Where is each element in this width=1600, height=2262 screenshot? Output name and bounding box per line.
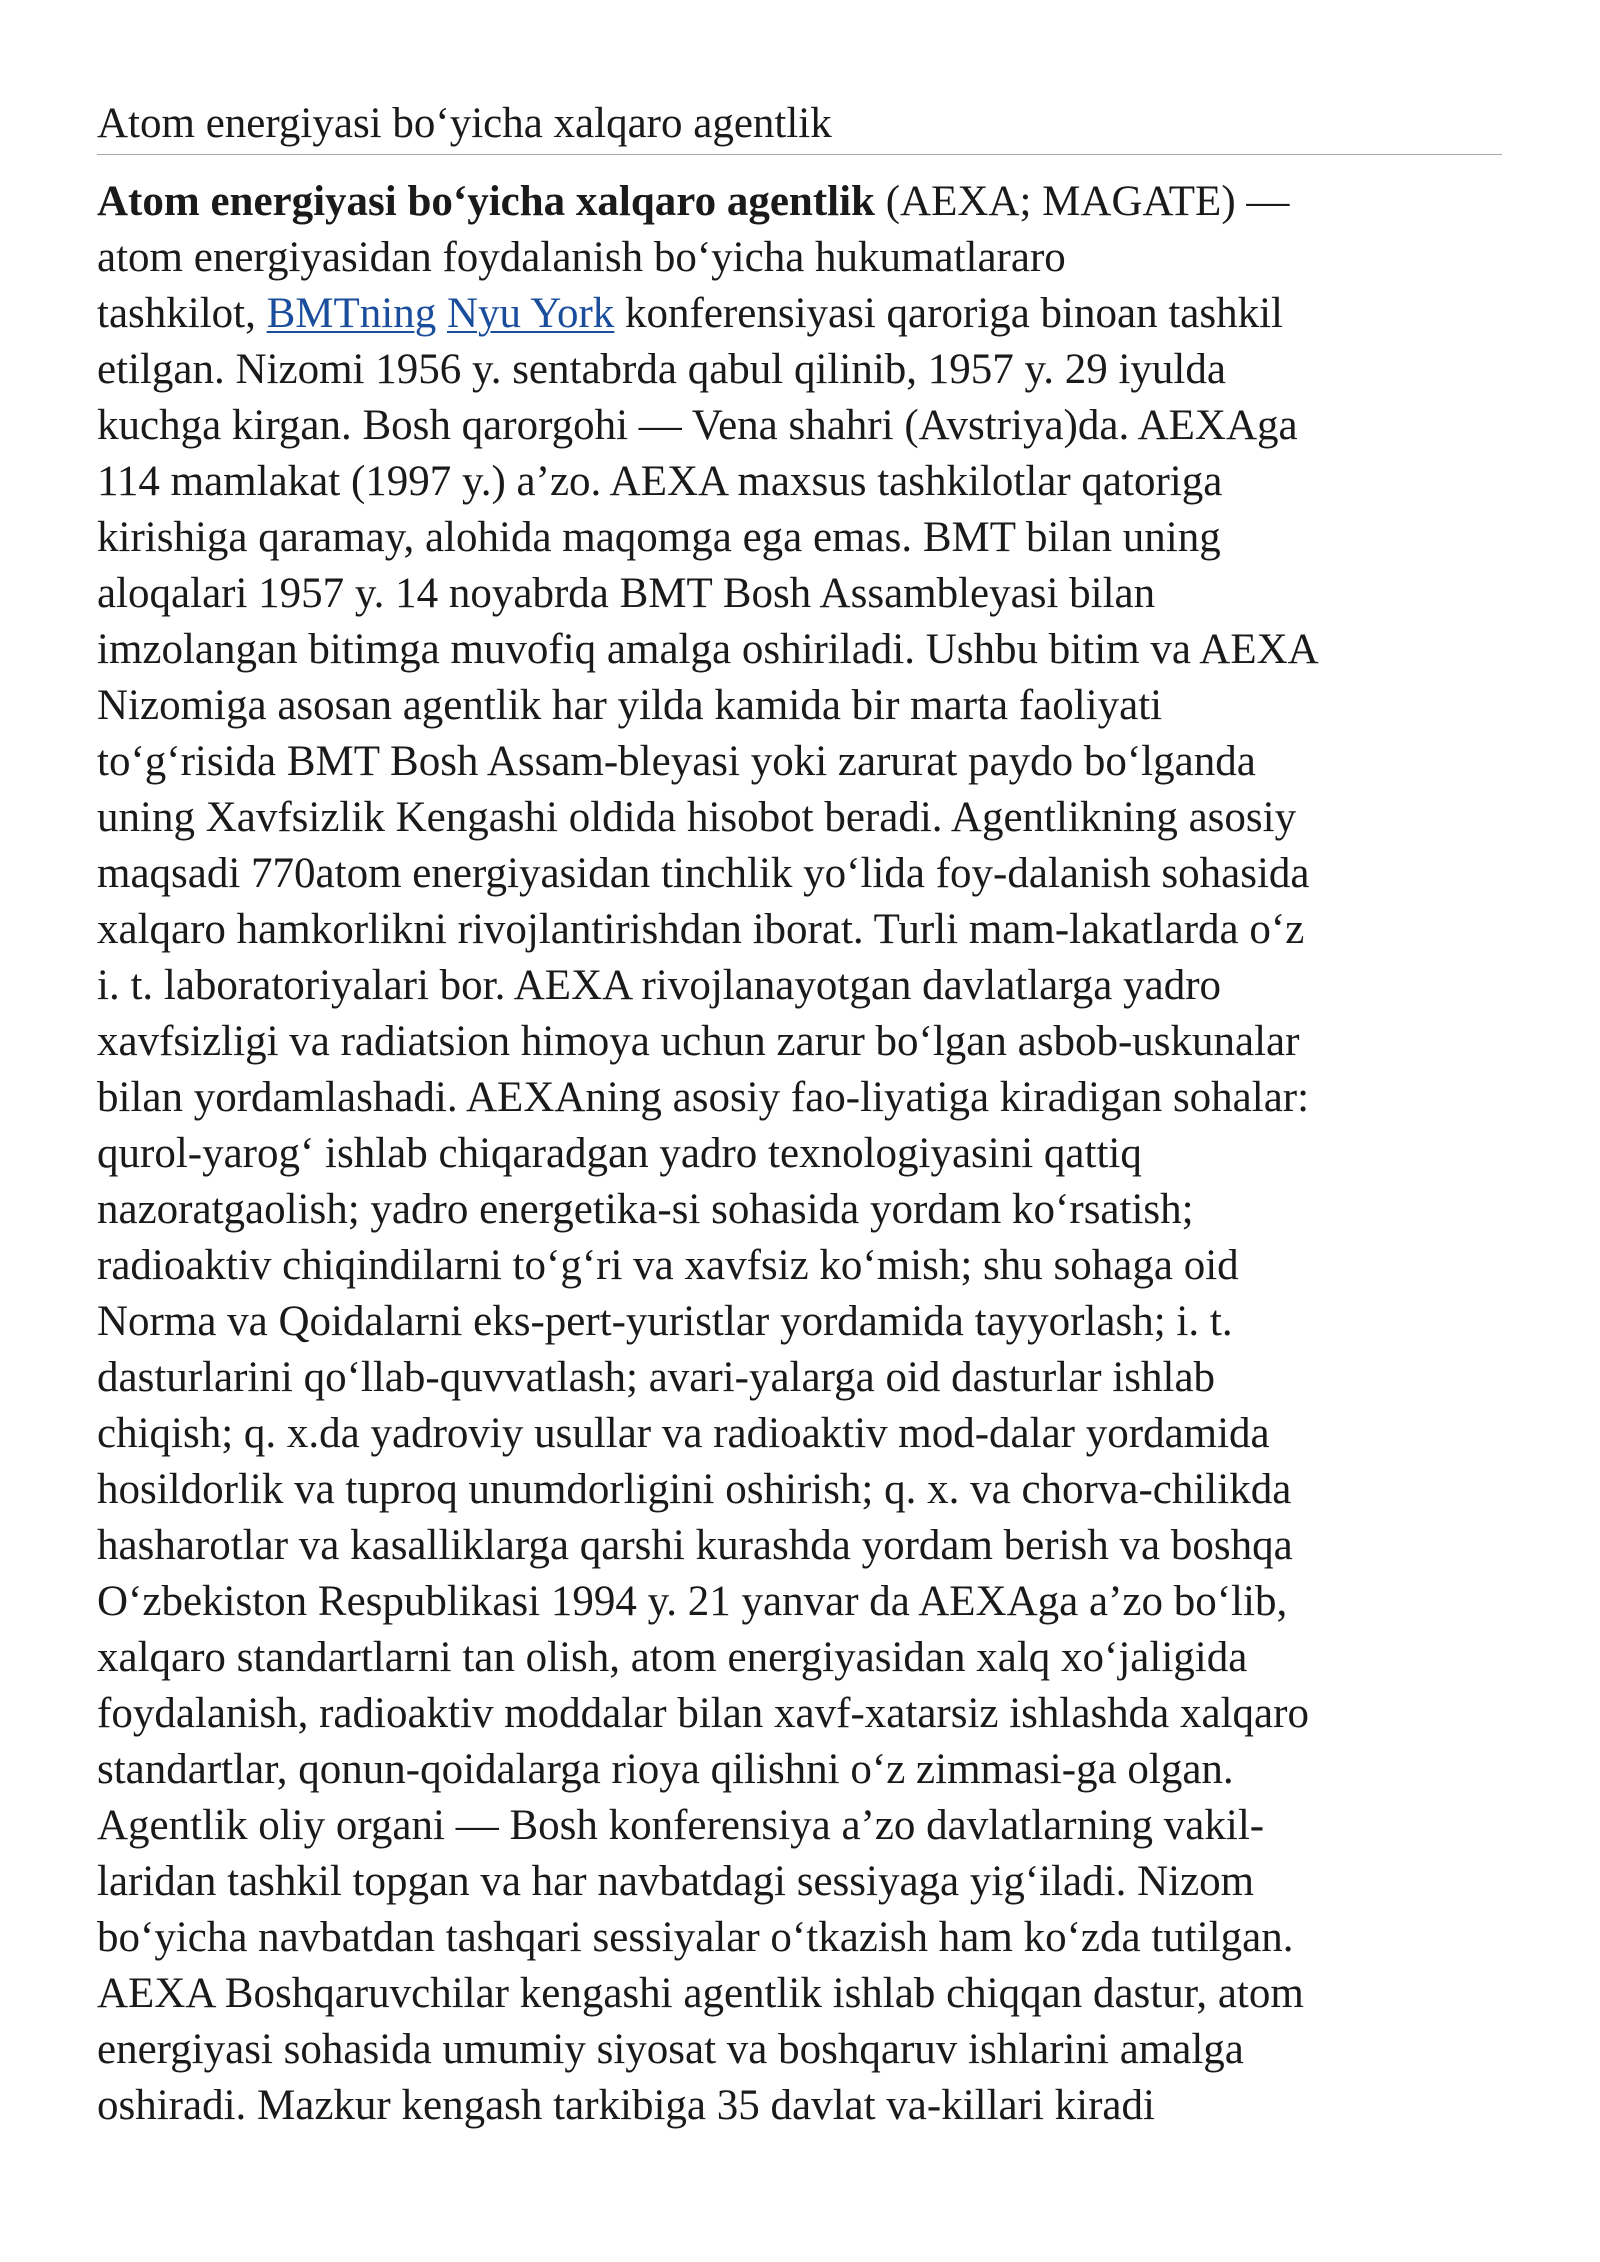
article-line: Norma va Qoidalarni eks-pert-yuristlar yordamida tayyorlash; i. t. [97, 1298, 1233, 1345]
article-line: radioaktiv chiqindilarni toʻgʻri va xavfsiz koʻmish; shu sohaga oid [97, 1242, 1239, 1289]
article-line: boʻyicha navbatdan tashqari sessiyalar oʻtkazish ham koʻzda tutilgan. [97, 1914, 1294, 1961]
article-line: toʻgʻrisida BMT Bosh Assam-bleyasi yoki zarurat paydo boʻlganda [97, 738, 1256, 785]
article-line: qurol-yarogʻ ishlab chiqaradgan yadro texnologiyasini qattiq [97, 1130, 1142, 1177]
article-line: xalqaro hamkorlikni rivojlantirishdan iborat. Turli mam-lakatlarda oʻz [97, 906, 1305, 953]
article-line: laridan tashkil topgan va har navbatdagi sessiyaga yigʻiladi. Nizom [97, 1858, 1255, 1905]
article-line: kirishiga qaramay, alohida maqomga ega emas. BMT bilan uning [97, 514, 1221, 561]
article-line: atom energiyasidan foydalanish boʻyicha hukumatlararo [97, 234, 1066, 281]
article-line: xavfsizligi va radiatsion himoya uchun zarur boʻlgan asbob-uskunalar [97, 1018, 1300, 1065]
document-page [97, 96, 1502, 2134]
article-line: Oʻzbekiston Respublikasi 1994 y. 21 yanvar da AEXAga a’zo boʻlib, [97, 1578, 1288, 1625]
article-line: hasharotlar va kasalliklarga qarshi kurashda yordam berish va boshqa [97, 1522, 1293, 1569]
article-line: foydalanish, radioaktiv moddalar bilan xavf-xatarsiz ishlashda xalqaro [97, 1690, 1309, 1737]
article-line: xalqaro standartlarni tan olish, atom energiyasidan xalq xoʻjaligida [97, 1634, 1248, 1681]
article-line: AEXA Boshqaruvchilar kengashi agentlik ishlab chiqqan dastur, atom [97, 1970, 1304, 2017]
article-line: oshiradi. Mazkur kengash tarkibiga 35 davlat va-killari kiradi [97, 2082, 1155, 2129]
article-line-with-links [97, 286, 1502, 342]
article-line: uning Xavfsizlik Kengashi oldida hisobot beradi. Agentlikning asosiy [97, 794, 1297, 841]
title-divider [97, 154, 1502, 155]
article-line: kuchga kirgan. Bosh qarorgohi — Vena shahri (Avstriya)da. AEXAga [97, 402, 1298, 449]
link-bmtning[interactable]: BMTning [266, 290, 437, 337]
article-line: aloqalari 1957 y. 14 noyabrda BMT Bosh Assambleyasi bilan [97, 570, 1156, 617]
article-body [97, 174, 1502, 2134]
article-line: dasturlarini qoʻllab-quvvatlash; avari-yalarga oid dasturlar ishlab [97, 1354, 1216, 1401]
article-line: imzolangan bitimga muvofiq amalga oshiriladi. Ushbu bitim va AEXA [97, 626, 1319, 673]
page-title: Atom energiyasi boʻyicha xalqaro agentlik [97, 100, 832, 147]
line-text: (AEXA; MAGATE) — [874, 178, 1290, 225]
article-line: 114 mamlakat (1997 y.) a’zo. AEXA maxsus tashkilotlar qatoriga [97, 458, 1223, 505]
article-line [97, 174, 1502, 230]
link-nyu-york[interactable]: Nyu York [447, 290, 615, 337]
article-line: energiyasi sohasida umumiy siyosat va boshqaruv ishlarini amalga [97, 2026, 1244, 2073]
article-line: Agentlik oliy organi — Bosh konferensiya a’zo davlatlarning vakil- [97, 1802, 1265, 1849]
lead-term: Atom energiyasi boʻyicha xalqaro agentlik [97, 178, 875, 225]
article-line: etilgan. Nizomi 1956 y. sentabrda qabul qilinib, 1957 y. 29 iyulda [97, 346, 1226, 393]
article-line: Nizomiga asosan agentlik har yilda kamida bir marta faoliyati [97, 682, 1163, 729]
article-line: nazoratgaolish; yadro energetika-si sohasida yordam koʻrsatish; [97, 1186, 1194, 1233]
article-line: bilan yordamlashadi. AEXAning asosiy fao-liyatiga kiradigan sohalar: [97, 1074, 1310, 1121]
article-line: standartlar, qonun-qoidalarga rioya qilishni oʻz zimmasi-ga olgan. [97, 1746, 1234, 1793]
line-text: konferensiyasi qaroriga binoan tashkil [614, 290, 1283, 337]
article-line: chiqish; q. x.da yadroviy usullar va radioaktiv mod-dalar yordamida [97, 1410, 1270, 1457]
article-line: maqsadi 770atom energiyasidan tinchlik yoʻlida foy-dalanish sohasida [97, 850, 1310, 897]
article-line: i. t. laboratoriyalari bor. AEXA rivojlanayotgan davlatlarga yadro [97, 962, 1222, 1009]
line-text [436, 290, 447, 337]
line-text: tashkilot, [97, 290, 267, 337]
article-line: hosildorlik va tuproq unumdorligini oshirish; q. x. va chorva-chilikda [97, 1466, 1292, 1513]
